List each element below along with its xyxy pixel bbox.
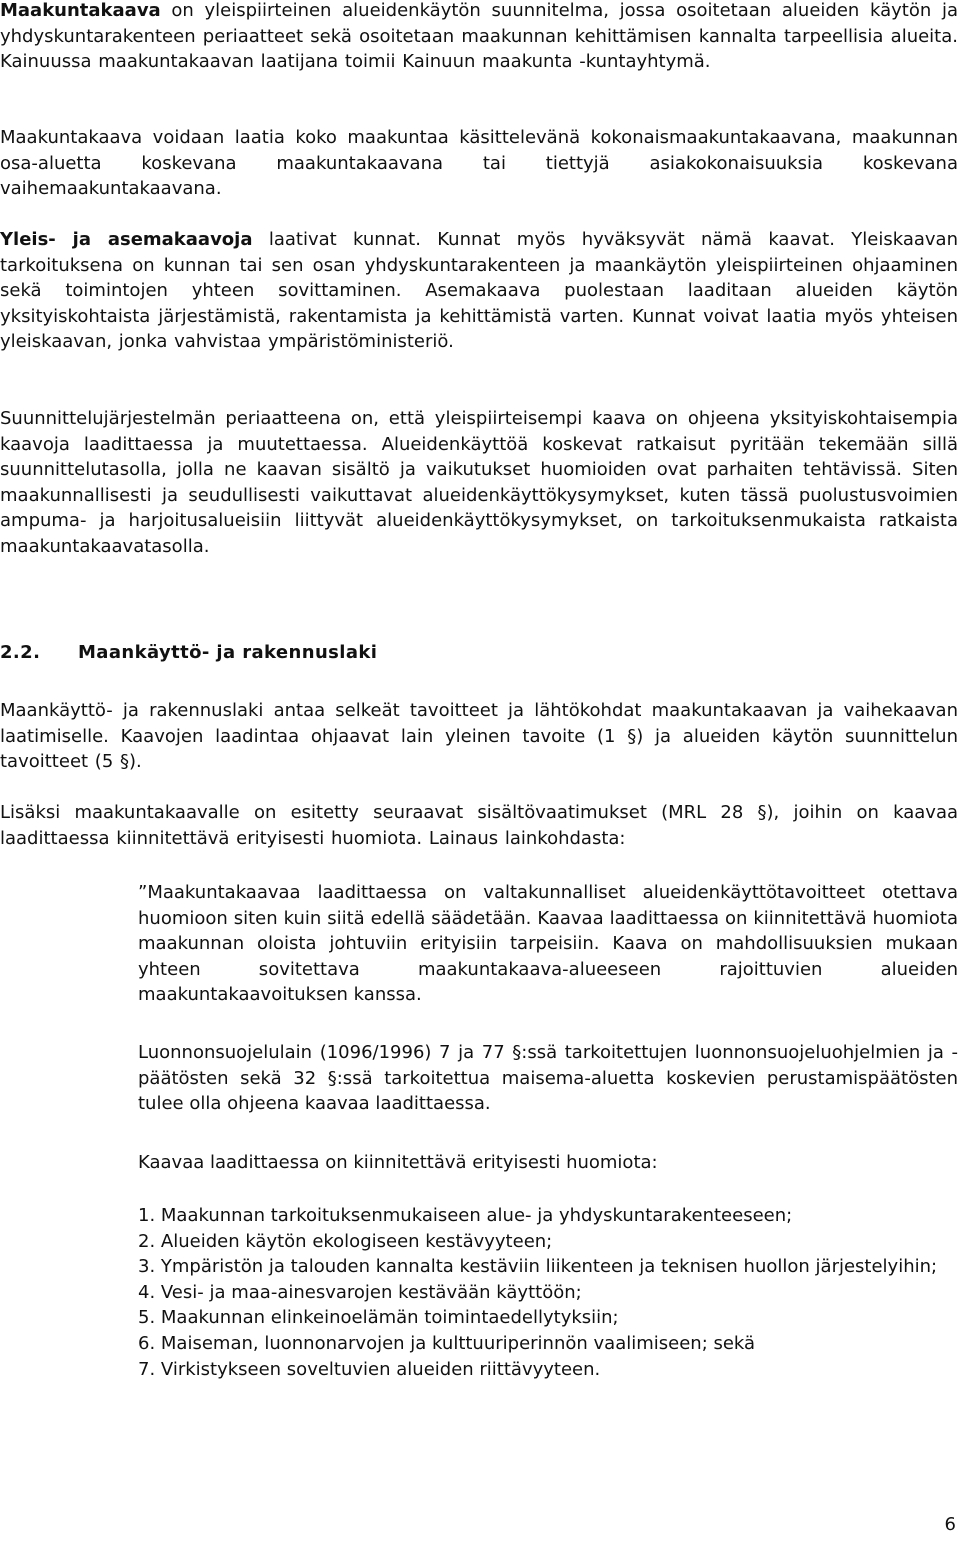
intro-paragraph-text: on yleispiirteinen alueidenkäytön suunnitelma, jossa osoitetaan alueiden käytön ja yhdyskuntarakenteen periaatteet sekä osoitetaan maakunnan kehittämisen kannalta tarpeellisia alueita. Kainuussa maakuntakaavan laatijana toimii Kainuun maakunta -kuntayhtymä. xyxy=(0,0,958,73)
municipal-plans-paragraph xyxy=(0,227,958,355)
term-maakuntakaava: Maakuntakaava xyxy=(0,0,161,21)
list-item: 2. Alueiden käytön ekologiseen kestävyyteen; xyxy=(138,1230,553,1252)
section-number: 2.2. xyxy=(0,642,41,663)
list-item: 7. Virkistykseen soveltuvien alueiden riittävyyteen. xyxy=(138,1358,601,1380)
list-item: 3. Ympäristön ja talouden kannalta kestäviin liikenteen ja teknisen huollon järjestelyihin; xyxy=(138,1256,938,1278)
plan-types-paragraph: Maakuntakaava voidaan laatia koko maakuntaa käsittelevänä kokonaismaakuntakaavana, maakunnan osa-aluetta koskevana maakuntakaavana tai tiettyjä asiakokonaisuuksia koskevana vaihemaakuntakaavana. xyxy=(0,127,958,200)
content-requirements-paragraph: Lisäksi maakuntakaavalle on esitetty seuraavat sisältövaatimukset (MRL 28 §), joihin on kaavaa laadittaessa kiinnitettävä erityisesti huomiota. Lainaus lainkohdasta: xyxy=(0,802,958,849)
list-item: 5. Maakunnan elinkeinoelämän toimintaedellytyksiin; xyxy=(138,1307,619,1329)
planning-system-paragraph: Suunnittelujärjestelmän periaatteena on, että yleispiirteisempi kaava on ohjeena yksityiskohtaisempia kaavoja laadittaessa ja muutettaessa. Alueidenkäyttöä koskevat ratkaisut pyritään tekemään sillä suunnittelutasolla, jolla ne kaavan sisältö ja vaikutukset huomioiden ovat parhaiten tehtävissä. Siten maakunnallisesti ja seudullisesti vaikuttavat alueidenkäyttökysymykset, kuten tässä puolustusvoimien ampuma- ja harjoitusalueisiin liittyvät alueidenkäyttökysymykset, on tarkoituksenmukaista ratkaista maakuntakaavatasolla. xyxy=(0,408,958,557)
section-heading xyxy=(0,640,377,666)
page-number: 6 xyxy=(944,1514,956,1535)
quote-paragraph-3: Kaavaa laadittaessa on kiinnitettävä erityisesti huomiota: xyxy=(138,1152,658,1173)
law-goals-paragraph: Maankäyttö- ja rakennuslaki antaa selkeät tavoitteet ja lähtökohdat maakuntakaavan ja vaihekaavan laatimiselle. Kaavojen laadintaa ohjaavat lain yleinen tavoite (1 §) ja alueiden käytön suunnittelun tavoitteet (5 §). xyxy=(0,700,958,773)
requirements-list xyxy=(138,1203,958,1382)
list-item: 4. Vesi- ja maa-ainesvarojen kestävään käyttöön; xyxy=(138,1281,582,1303)
quote-paragraph-1: ”Maakuntakaavaa laadittaessa on valtakunnalliset alueidenkäyttötavoitteet otettava huomioon siten kuin siitä edellä säädetään. Kaavaa laadittaessa on kiinnitettävä huomiota maakunnan oloista johtuviin erityisiin tarpeisiin. Kaava on mahdollisuuksien mukaan yhteen sovitettava maakuntakaava-alueeseen rajoittuvien alueiden maakuntakaavoituksen kanssa. xyxy=(138,882,958,1006)
term-yleis-ja-asemakaavoja: Yleis- ja asemakaavoja xyxy=(0,229,253,250)
section-title: Maankäyttö- ja rakennuslaki xyxy=(78,642,378,663)
quote-paragraph-2: Luonnonsuojelulain (1096/1996) 7 ja 77 §:ssä tarkoitettujen luonnonsuojeluohjelmien ja -päätösten sekä 32 §:ssä tarkoitettua maisema-aluetta koskevien perustamispäätösten tulee olla ohjeena kaavaa laadittaessa. xyxy=(138,1042,958,1115)
list-item: 6. Maiseman, luonnonarvojen ja kulttuuriperinnön vaalimiseen; sekä xyxy=(138,1332,756,1354)
list-item: 1. Maakunnan tarkoituksenmukaiseen alue- ja yhdyskuntarakenteeseen; xyxy=(138,1205,793,1226)
municipal-plans-text: laativat kunnat. Kunnat myös hyväksyvät nämä kaavat. Yleiskaavan tarkoituksena on kunnan tai sen osan yhdyskuntarakenteen ja maankäytön yleispiirteinen ohjaaminen sekä toimintojen yhteen sovittaminen. Asemakaava puolestaan laaditaan alueiden käytön yksityiskohtaista järjestämistä, rakentamista ja kehittämistä varten. Kunnat voivat laatia myös yhteisen yleiskaavan, jonka vahvistaa ympäristöministeriö. xyxy=(0,229,958,353)
intro-paragraph xyxy=(0,0,958,75)
